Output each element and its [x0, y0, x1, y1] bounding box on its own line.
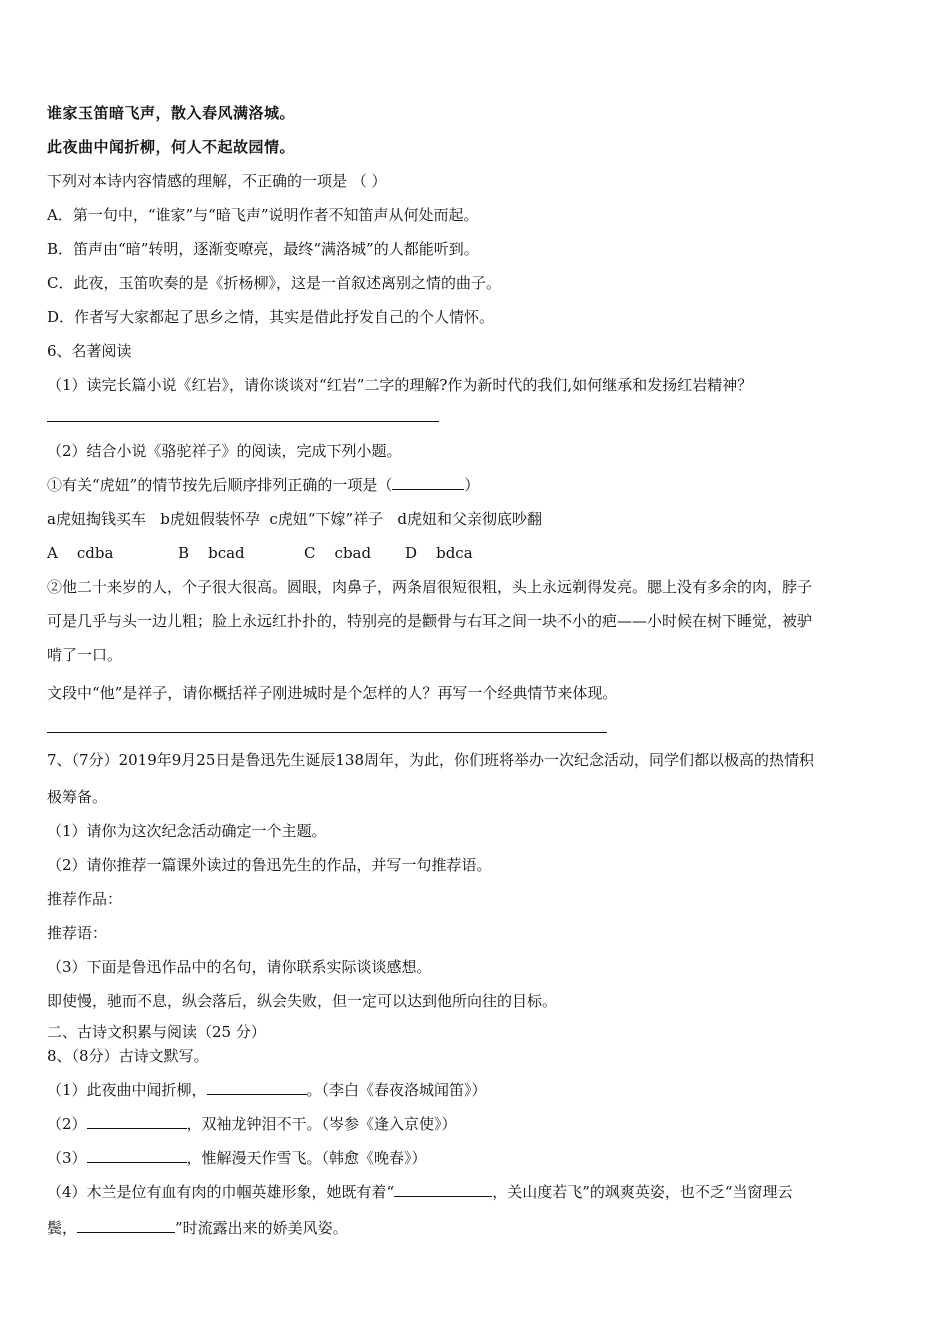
q5-option-a: A．第一句中，“谁家”与“暗飞声”说明作者不知笛声从何处而起。 [47, 206, 479, 224]
q7-work-label: 推荐作品： [47, 890, 123, 908]
q8-item-2-pre: （2） [47, 1115, 87, 1133]
q7-quote: 即使慢，驰而不息，纵会落后，纵会失败，但一定可以达到他所向往的目标。 [47, 992, 558, 1010]
q8-title: 8、（8分）古诗文默写。 [47, 1047, 209, 1065]
q6-part2-sub1 [47, 475, 479, 495]
q6-sub1-blank [392, 475, 464, 490]
q8-item-4-pre: （4）木兰是位有血有肉的巾帼英雄形象，她既有着“ [47, 1183, 395, 1201]
q6-sub1-text: ①有关“虎妞”的情节按先后顺序排列正确的一项是（ [47, 476, 393, 494]
q7-part3: （3）下面是鲁迅作品中的名句，请你联系实际谈谈感想。 [47, 958, 432, 976]
section-2-heading: 二、古诗文积累与阅读（25 分） [47, 1023, 266, 1041]
q6-sub1-close: ） [464, 476, 480, 494]
q8-item-4-mid: ，关山度若飞”的飒爽英姿，也不乏“当窗理云 [492, 1183, 793, 1201]
q6-option-b: B bcad [178, 544, 245, 562]
q6-events: a虎妞掏钱买车 b虎妞假装怀孕 c虎妞“下嫁”祥子 d虎妞和父亲彻底吵翻 [47, 510, 543, 528]
q6-passage-line-2: 可是几乎与头一边儿粗；脸上永远红扑扑的，特别亮的是颧骨与右耳之间一块不小的疤——小时候在树下睡觉，被驴 [47, 612, 813, 630]
q8-item-4-blank-1 [394, 1182, 492, 1197]
q8-item-4-line-1 [47, 1182, 793, 1202]
q6-part1-answer-line [47, 421, 439, 422]
q6-part2-question: 文段中“他”是祥子，请你概括祥子刚进城时是个怎样的人？再写一个经典情节来体现。 [47, 684, 618, 702]
q6-part1: （1）读完长篇小说《红岩》，请你谈谈对“红岩”二字的理解?作为新时代的我们,如何继承和发扬红岩精神？ [47, 376, 753, 394]
q5-option-b: B．笛声由“暗”转明，逐渐变嘹亮，最终“满洛城”的人都能听到。 [47, 240, 479, 258]
q8-item-2 [47, 1114, 457, 1134]
poem-line-2: 此夜曲中闻折柳，何人不起故园情。 [47, 138, 296, 156]
q6-part2-answer-line [47, 732, 607, 733]
poem-line-1: 谁家玉笛暗飞声，散入春风满洛城。 [47, 104, 296, 122]
q8-item-2-post: ，双袖龙钟泪不干。（岑参《逢入京使》） [186, 1115, 457, 1133]
q7-line-2: 极筹备。 [47, 788, 108, 806]
q8-item-4-line2-pre: 鬓， [47, 1219, 78, 1237]
q6-passage-line-3: 啃了一口。 [47, 646, 123, 664]
q6-title: 6、名著阅读 [47, 342, 132, 360]
q6-option-d: D bdca [405, 544, 473, 562]
q8-item-3-pre: （3） [47, 1149, 87, 1167]
q8-item-1-post: 。（李白《春夜洛城闻笛》） [306, 1081, 487, 1099]
q8-item-1-pre: （1）此夜曲中闻折柳， [47, 1081, 207, 1099]
q8-item-4-line-2 [47, 1218, 348, 1238]
q8-item-3 [47, 1148, 427, 1168]
q7-part1: （1）请你为这次纪念活动确定一个主题。 [47, 822, 327, 840]
q8-item-4-line2-post: ”时流露出来的娇美风姿。 [175, 1219, 348, 1237]
q7-part2: （2）请你推荐一篇课外读过的鲁迅先生的作品，并写一句推荐语。 [47, 856, 492, 874]
q8-item-2-blank [87, 1114, 187, 1129]
q8-item-3-blank [87, 1148, 187, 1163]
q5-option-d: D．作者写大家都起了思乡之情，其实是借此抒发自己的个人情怀。 [47, 308, 495, 326]
q8-item-3-post: ，惟解漫天作雪飞。（韩愈《晚春》） [186, 1149, 427, 1167]
q5-stem: 下列对本诗内容情感的理解，不正确的一项是 （ ） [47, 172, 387, 190]
q5-option-c: C．此夜，玉笛吹奏的是《折杨柳》，这是一首叙述离别之情的曲子。 [47, 274, 501, 292]
q6-option-c: C cbad [304, 544, 372, 562]
q8-item-4-blank-2 [77, 1218, 175, 1233]
q6-part2: （2）结合小说《骆驼祥子》的阅读，完成下列小题。 [47, 442, 402, 460]
q7-rec-label: 推荐语： [47, 924, 108, 942]
q6-passage-line-1: ②他二十来岁的人，个子很大很高。圆眼，肉鼻子，两条眉很短很粗，头上永远剃得发亮。腮上没有多余的肉，脖子 [47, 578, 813, 596]
q8-item-1 [47, 1080, 487, 1100]
q7-line-1: 7、（7分）2019年9月25日是鲁迅先生诞辰138周年，为此，你们班将举办一次纪念活动，同学们都以极高的热情积 [47, 751, 815, 769]
q8-item-1-blank [207, 1080, 307, 1095]
q6-option-a: A cdba [47, 544, 114, 562]
